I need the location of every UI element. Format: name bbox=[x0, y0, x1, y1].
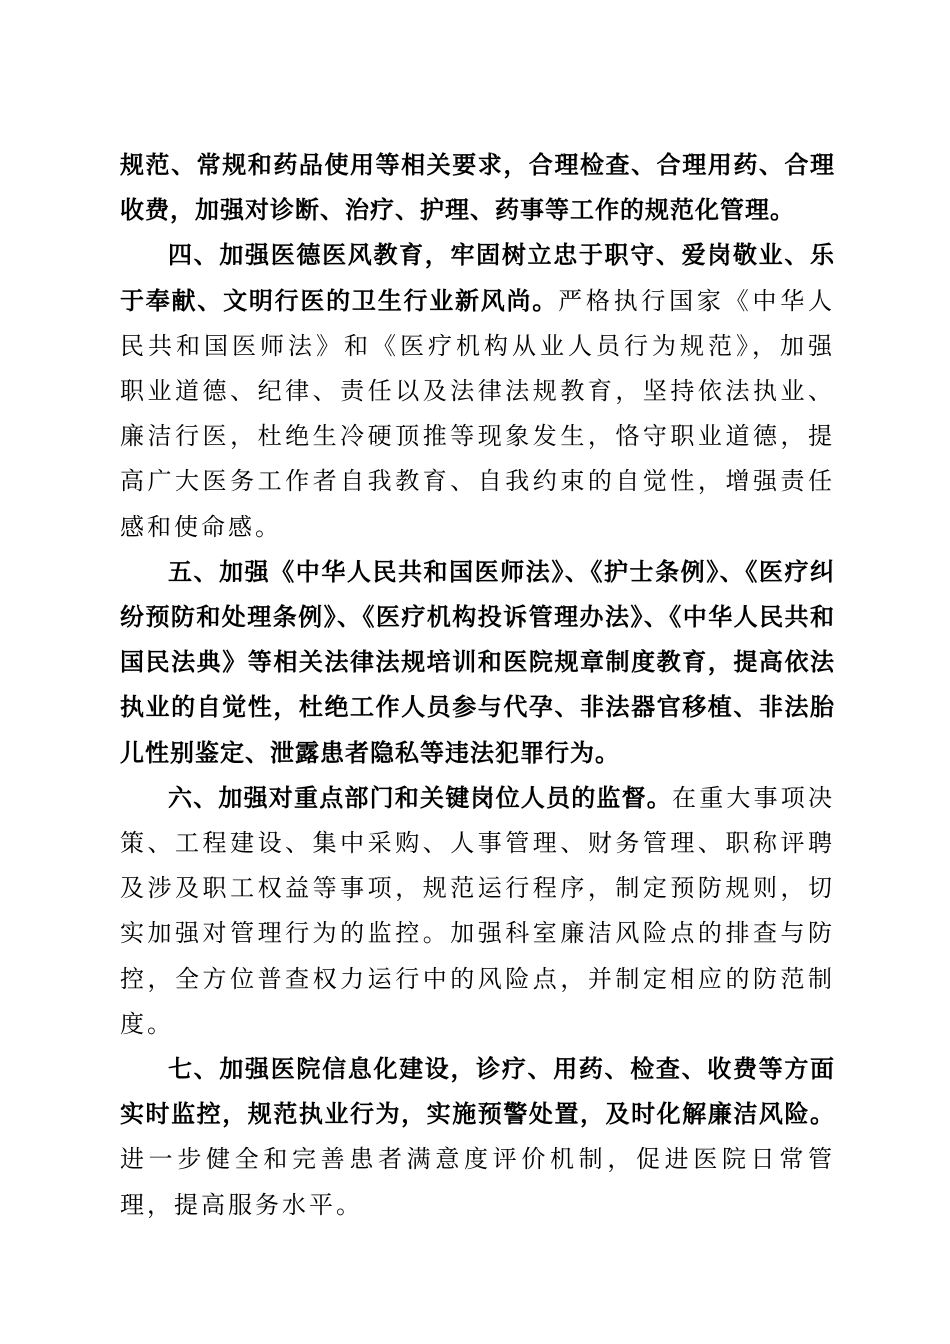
paragraph-bold-text: 七、加强医院信息化建设，诊疗、用药、检查、收费等方面实时监控，规范执业行为，实施预警处置，及时化解廉洁风险。 bbox=[120, 1055, 835, 1129]
paragraph-section-four bbox=[120, 233, 835, 549]
paragraph-section-six bbox=[120, 776, 835, 1047]
paragraph-bold-text: 六、加强对重点部门和关键岗位人员的监督。 bbox=[168, 783, 672, 812]
paragraph-section-five bbox=[120, 550, 835, 776]
paragraph-body-text: 在重大事项决策、工程建设、集中采购、人事管理、财务管理、职称评聘及涉及职工权益等事项，规范运行程序，制定预防规则，切实加强对管理行为的监控。加强科室廉洁风险点的排查与防控，全方位普查权力运行中的风险点，并制定相应的防范制度。 bbox=[120, 783, 835, 1038]
document-page bbox=[120, 143, 835, 1228]
paragraph-body-text: 进一步健全和完善患者满意度评价机制，促进医院日常管理，提高服务水平。 bbox=[120, 1145, 835, 1219]
paragraph-section-seven bbox=[120, 1047, 835, 1228]
paragraph-bold-text: 五、加强《中华人民共和国医师法》、《护士条例》、《医疗纠纷预防和处理条例》、《医疗机构投诉管理办法》、《中华人民共和国民法典》等相关法律法规培训和医院规章制度教育，提高依法执业的自觉性，杜绝工作人员参与代孕、非法器官移植、非法胎儿性别鉴定、泄露患者隐私等违法犯罪行为。 bbox=[120, 557, 835, 767]
paragraph-bold-text: 四、加强医德医风教育，牢固树立忠于职守、爱岗敬业、乐于奉献、文明行医的卫生行业新风尚。 bbox=[120, 241, 835, 315]
paragraph-body-text: 严格执行国家《中华人民共和国医师法》和《医疗机构从业人员行为规范》，加强职业道德、纪律、责任以及法律法规教育，坚持依法执业、廉洁行医，杜绝生冷硬顶推等现象发生，恪守职业道德，提高广大医务工作者自我教育、自我约束的自觉性，增强责任感和使命感。 bbox=[120, 286, 836, 541]
paragraph-bold-text: 规范、常规和药品使用等相关要求，合理检查、合理用药、合理收费，加强对诊断、治疗、护理、药事等工作的规范化管理。 bbox=[120, 151, 835, 225]
paragraph-continuation bbox=[120, 143, 835, 233]
